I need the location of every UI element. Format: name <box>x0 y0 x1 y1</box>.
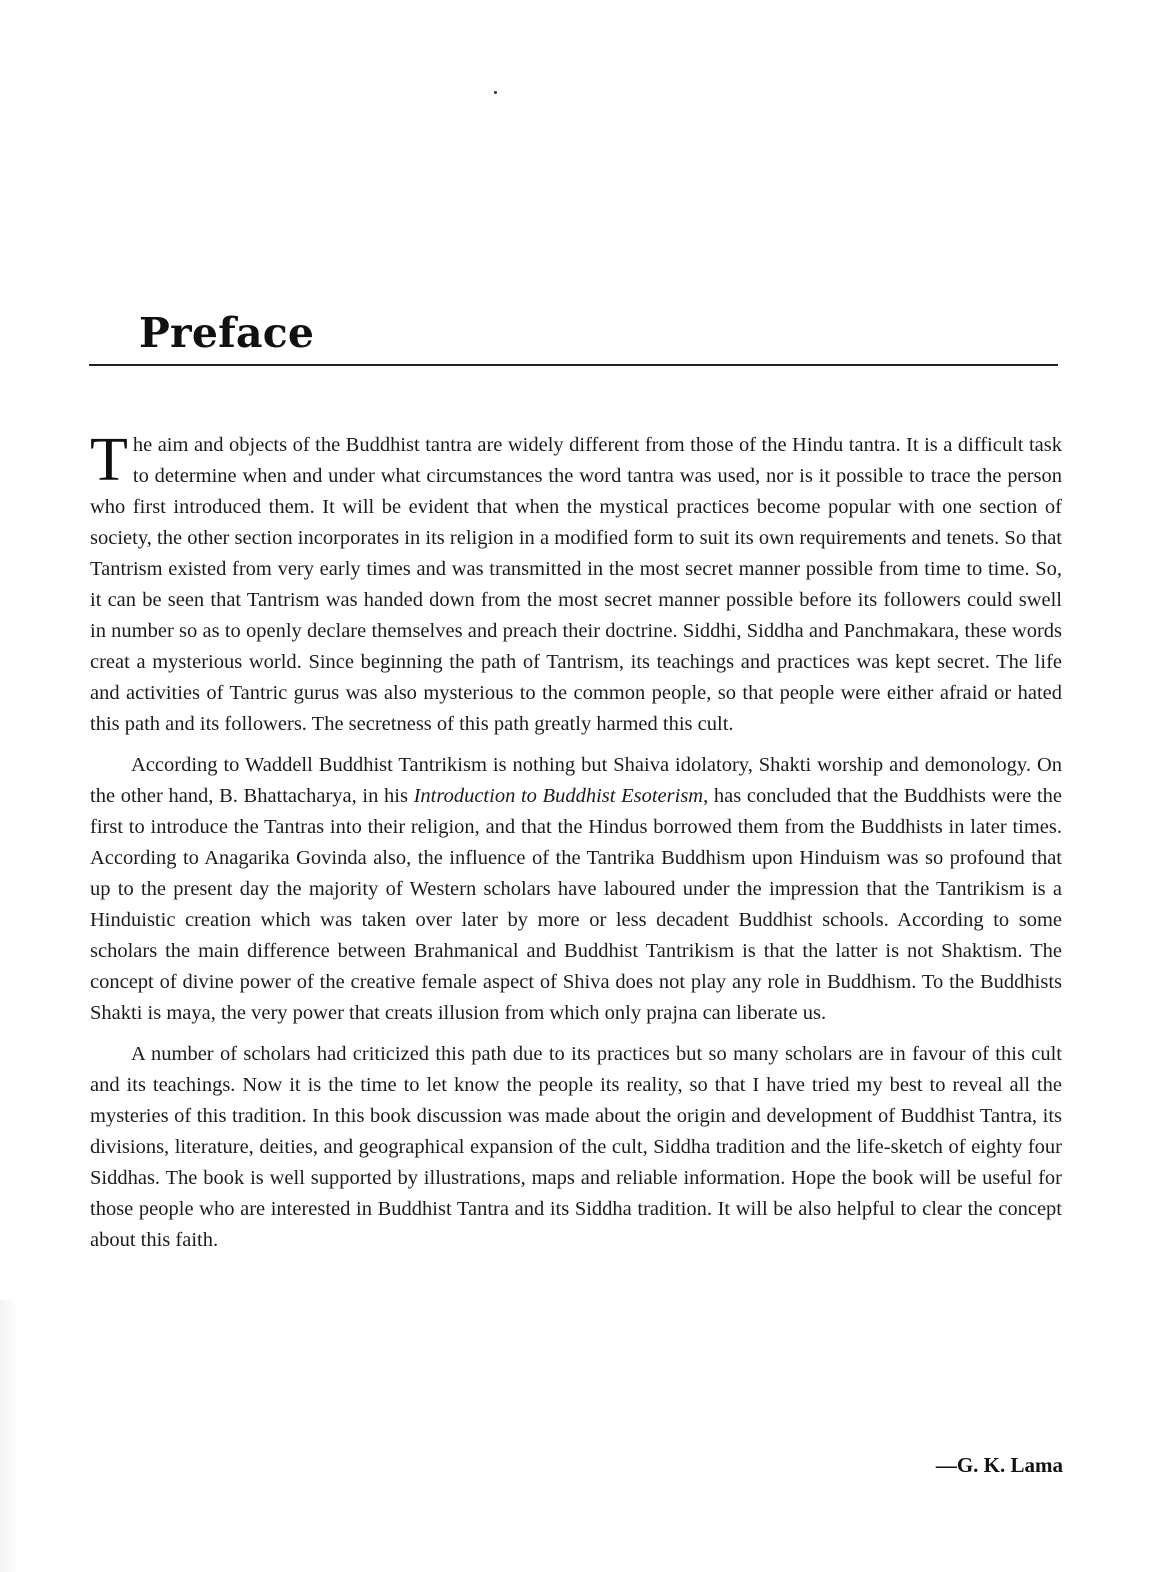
paragraph-2-text-after: , has concluded that the Buddhists were the first to introduce the Tantras into their religion, and that the Hindus borrowed them from the Buddhists in later times. According to Anagarika Govinda also, the influence of the Tantrika Buddhism upon Hinduism was so profound that up to the present day the majority of Western scholars have laboured under the impression that the Tantrikism is a Hinduistic creation which was taken over later by more or less decadent Buddhist schools. According to some scholars the main difference between Brahmanical and Buddhist Tantrikism is that the latter is not Shaktism. The concept of divine power of the creative female aspect of Shiva does not play any role in Buddhism. To the Buddhists Shakti is maya, the very power that creats illusion from which only prajna can liberate us. <box>90 785 1062 1024</box>
print-speck <box>494 91 497 94</box>
paragraph-3 <box>90 1039 1062 1256</box>
paragraph-2-text-before: According to Waddell Buddhist Tantrikism is nothing but Shaiva idolatory, Shakti worship and demonology. On the other hand, B. Bhattacharya, in his <box>90 754 1062 807</box>
book-title-italic: Introduction to Buddhist Esoterism <box>413 785 704 807</box>
preface-body <box>90 426 1062 1266</box>
page-title: Preface <box>139 309 315 357</box>
paragraph-1 <box>90 426 1062 740</box>
paragraph-2 <box>90 750 1062 1029</box>
scan-edge-shadow <box>0 1300 18 1572</box>
paragraph-3-text: A number of scholars had criticized this path due to its practices but so many scholars are in favour of this cult and its teachings. Now it is the time to let know the people its reality, so that I have tried my best to reveal all the mysteries of this tradition. In this book discussion was made about the origin and development of Buddhist Tantra, its divisions, literature, deities, and geographical expansion of the cult, Siddha tradition and the life-sketch of eighty four Siddhas. The book is well supported by illustrations, maps and reliable information. Hope the book will be useful for those people who are interested in Buddhist Tantra and its Siddha tradition. It will be also helpful to clear the concept about this faith. <box>90 1043 1062 1251</box>
drop-cap: T <box>90 426 128 494</box>
title-rule <box>89 364 1058 366</box>
paragraph-1-text: he aim and objects of the Buddhist tantra are widely different from those of the Hindu tantra. It is a difficult task to determine when and under what circumstances the word tantra was used, nor is it possible to trace the person who first introduced them. It will be evident that when the mystical practices become popular with one section of society, the other section incorporates in its religion in a modified form to suit its own requirements and tenets. So that Tantrism existed from very early times and was transmitted in the most secret manner possible from time to time. So, it can be seen that Tantrism was handed down from the most secret manner possible before its followers could swell in number so as to openly declare themselves and preach their doctrine. Siddhi, Siddha and Panchmakara, these words creat a mysterious world. Since beginning the path of Tantrism, its teachings and practices was kept secret. The life and activities of Tantric gurus was also mysterious to the common people, so that people were either afraid or hated this path and its followers. The secretness of this path greatly harmed this cult. <box>90 434 1062 735</box>
author-signature: —G. K. Lama <box>935 1453 1063 1477</box>
